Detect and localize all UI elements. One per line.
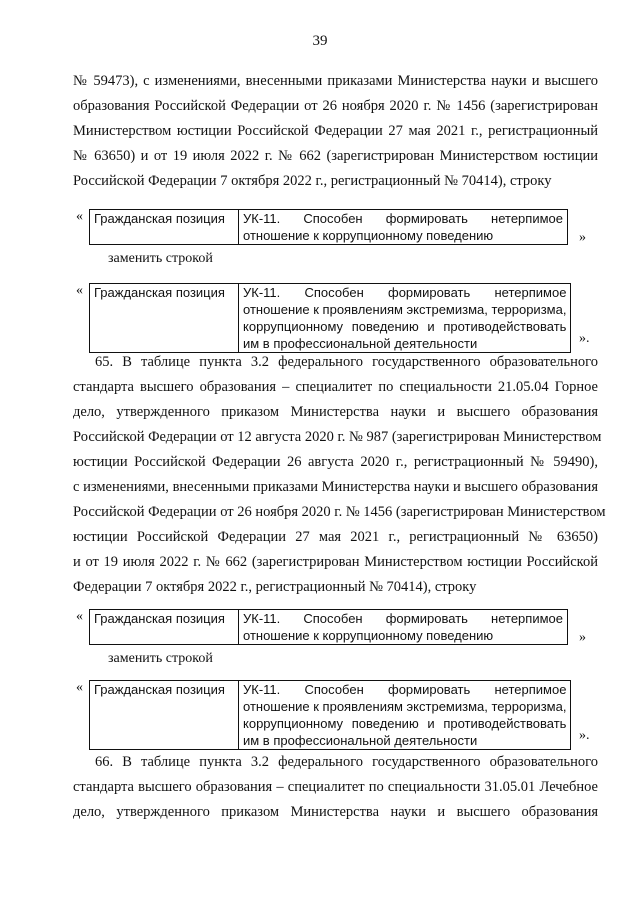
close-quote: » xyxy=(579,230,586,245)
open-quote: « xyxy=(76,283,83,298)
category-cell: Гражданская позиция xyxy=(90,210,239,245)
paragraph-66 xyxy=(73,750,598,825)
text-line: Российской Федерации от 12 августа 2020 г. № 987 (зарегистрирован Министерством xyxy=(73,429,602,445)
category-cell: Гражданская позиция xyxy=(90,681,239,750)
text-line: юстиции Российской Федерации 27 мая 2021 г., регистрационный № 63650) xyxy=(73,529,598,545)
competence-cell xyxy=(239,284,571,353)
open-quote: « xyxy=(76,209,83,224)
competence-line: отношение к коррупционному поведению xyxy=(243,628,494,643)
text-line: Российской Федерации от 26 ноября 2020 г. № 1456 (зарегистрирован Министерством xyxy=(73,504,606,520)
competence-cell xyxy=(239,681,571,750)
competence-table-new xyxy=(89,680,571,750)
competence-table-new xyxy=(89,283,571,353)
text-line: Федерации 7 октября 2022 г., регистрационный № 70414), строку xyxy=(73,579,477,595)
quoted-row-old-2 xyxy=(76,609,596,645)
category-cell: Гражданская позиция xyxy=(90,610,239,645)
page-number: 39 xyxy=(312,33,328,49)
close-quote: ». xyxy=(579,331,590,346)
text-line: дело, утвержденного приказом Министерства науки и высшего образования xyxy=(73,404,598,420)
close-quote: » xyxy=(579,630,586,645)
text-line: стандарта высшего образования – специалитет по специальности 21.05.04 Горное xyxy=(73,379,598,395)
competence-table-old xyxy=(89,209,568,245)
text-line: № 59473), с изменениями, внесенными приказами Министерства науки и высшего xyxy=(73,73,598,89)
competence-line: УК-11. Способен формировать нетерпимое xyxy=(243,285,567,300)
competence-line: отношение к проявлениям экстремизма, терроризма, xyxy=(243,699,567,714)
competence-cell xyxy=(239,210,568,245)
text-line: Российской Федерации 7 октября 2022 г., регистрационный № 70414), строку xyxy=(73,173,552,189)
close-quote: ». xyxy=(579,728,590,743)
competence-line: коррупционному поведению и противодействовать xyxy=(243,716,567,731)
competence-line: УК-11. Способен формировать нетерпимое xyxy=(243,682,567,697)
competence-line: им в профессиональной деятельности xyxy=(243,336,478,351)
replace-instruction: заменить строкой xyxy=(108,251,213,266)
competence-line: УК-11. Способен формировать нетерпимое xyxy=(243,611,563,626)
competence-table-old xyxy=(89,609,568,645)
text-line: 65. В таблице пункта 3.2 федерального государственного образовательного xyxy=(95,354,598,370)
text-line: юстиции Российской Федерации 26 августа 2020 г., регистрационный № 59490), xyxy=(73,454,598,470)
paragraph-65 xyxy=(73,350,606,600)
text-line: и от 19 июля 2022 г. № 662 (зарегистрирован Министерством юстиции Российской xyxy=(73,554,598,570)
competence-line: УК-11. Способен формировать нетерпимое xyxy=(243,211,563,226)
quoted-row-new-1 xyxy=(76,283,596,353)
open-quote: « xyxy=(76,680,83,695)
competence-line: им в профессиональной деятельности xyxy=(243,733,478,748)
open-quote: « xyxy=(76,609,83,624)
text-line: стандарта высшего образования – специалитет по специальности 31.05.01 Лечебное xyxy=(73,779,598,795)
text-line: дело, утвержденного приказом Министерства науки и высшего образования xyxy=(73,804,598,820)
replace-instruction: заменить строкой xyxy=(108,651,213,666)
paragraph-1 xyxy=(73,69,598,194)
category-cell: Гражданская позиция xyxy=(90,284,239,353)
text-line: с изменениями, внесенными приказами Министерства науки и высшего образования xyxy=(73,479,598,495)
text-line: образования Российской Федерации от 26 ноября 2020 г. № 1456 (зарегистрирован xyxy=(73,98,598,114)
quoted-row-new-2 xyxy=(76,680,596,750)
competence-line: отношение к коррупционному поведению xyxy=(243,228,494,243)
competence-cell xyxy=(239,610,568,645)
competence-line: отношение к проявлениям экстремизма, терроризма, xyxy=(243,302,567,317)
text-line: 66. В таблице пункта 3.2 федерального государственного образовательного xyxy=(95,754,598,770)
text-line: № 63650) и от 19 июля 2022 г. № 662 (зарегистрирован Министерством юстиции xyxy=(73,148,598,164)
text-line: Министерством юстиции Российской Федерации 27 мая 2021 г., регистрационный xyxy=(73,123,598,139)
quoted-row-old-1 xyxy=(76,209,596,245)
competence-line: коррупционному поведению и противодействовать xyxy=(243,319,567,334)
